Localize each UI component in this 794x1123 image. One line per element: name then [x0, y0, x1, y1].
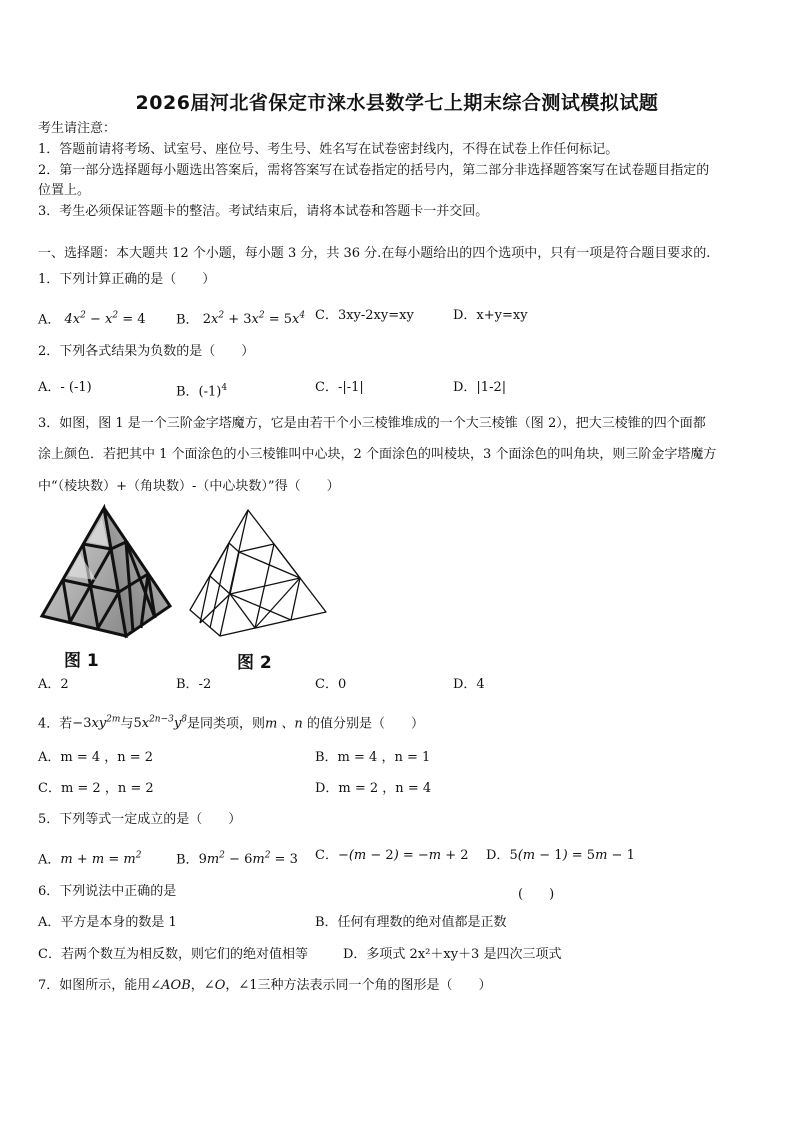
q3-option-a: A．2 [38, 677, 69, 692]
q1-option-d: D．x+y=xy [453, 308, 528, 323]
q3-option-d: D．4 [453, 677, 485, 692]
q5-option-c [315, 847, 469, 865]
q7-stem [38, 977, 492, 995]
q7-stem-c: ，∠ [190, 978, 215, 993]
q5-a-label: A． [38, 852, 61, 868]
q4-option-a: A．m = 4 ，n = 2 [38, 750, 154, 765]
q6-stem: 6．下列说法中正确的是 [38, 884, 177, 899]
q5-option-d [486, 847, 635, 865]
q5-c-math: −(m − 2) = −m + 2 [337, 848, 469, 863]
figure-2-label: 图 2 [237, 653, 272, 673]
q7-stem-e: ，∠1三种方法表示同一个角的图形是（ ） [225, 978, 492, 993]
q1-b-math: $2x^2 + 3x^2 = 5x^4$ [202, 311, 306, 328]
q4-prefix: 4．若 [38, 716, 73, 732]
q4-term-2: $5x^{2n-3}y^8$ [133, 715, 187, 732]
q5-d-math: 5(m − 1) = 5m − 1 [509, 848, 635, 863]
q7-angle-o: O [214, 978, 226, 993]
q1-a-label: A． [38, 312, 61, 328]
q5-option-a [38, 847, 141, 869]
q5-c-label: C． [315, 848, 338, 863]
q4-suffix-2: 的值分别是（ ） [306, 716, 424, 732]
q6-answer-paren: ( ) [518, 887, 555, 902]
q2-option-d: D．|1-2| [453, 380, 507, 395]
q3-option-c: C．0 [315, 677, 347, 692]
q5-option-b [176, 847, 298, 869]
page-title: 2026届河北省保定市涞水县数学七上期末综合测试模拟试题 [135, 92, 659, 114]
q4-term-1: $-3xy^{2m}$ [72, 715, 121, 732]
q1-stem: 1．下列计算正确的是（ ） [38, 272, 216, 287]
pyramid-cube-photo [36, 504, 176, 644]
notice-item-3: 3．考生必须保证答题卡的整洁。考试结束后，请将本试卷和答题卡一并交回。 [38, 204, 489, 219]
q5-stem: 5．下列等式一定成立的是（ ） [38, 812, 242, 827]
figure-1-label: 图 1 [64, 651, 99, 671]
q1-a-math: $4x^2 - x^2 = 4$ [64, 311, 146, 328]
q7-stem-a: 7．如图所示，能用∠ [38, 978, 162, 993]
q3-option-b: B．-2 [176, 677, 212, 692]
q4-suffix: 是同类项，则 [186, 716, 265, 732]
q2-option-a: A．- (-1) [38, 380, 92, 395]
q4-option-b: B．m = 4 ，n = 1 [315, 750, 431, 765]
q1-option-a [38, 307, 146, 329]
q1-b-label: B． [176, 312, 199, 328]
q5-d-label: D． [486, 848, 510, 863]
q5-a-math: $m + m = m^2$ [60, 851, 142, 868]
q1-option-b [176, 307, 305, 329]
q3-line-3: 中“（棱块数）+（角块数）-（中心块数）”得（ ） [38, 479, 340, 494]
q4-option-c: C．m = 2 ，n = 2 [38, 781, 154, 796]
q3-line-2: 涂上颜色．若把其中 1 个面涂色的小三棱锥叫中心块，2 个面涂色的叫棱块，3 个面涂色的叫角块，则三阶金字塔魔方 [38, 447, 717, 462]
q4-vars: m 、n [264, 716, 307, 732]
q7-angle-aob: AOB [161, 978, 191, 993]
q5-b-label: B． [176, 852, 199, 868]
q2-b-text: B．(-1) [176, 384, 222, 400]
q3-line-1: 3．如图，图 1 是一个三阶金字塔魔方，它是由若干个小三棱锥堆成的一个大三棱锥（图 2），把大三棱锥的四个面都 [38, 416, 706, 431]
q4-mid: 与 [120, 716, 134, 732]
q2-option-b [176, 379, 227, 401]
section-heading: 一、选择题：本大题共 12 个小题，每小题 3 分，共 36 分.在每小题给出的四个选项中，只有一项是符合题目要求的. [38, 246, 711, 261]
q1-option-c: C．3xy-2xy=xy [315, 308, 414, 323]
q4-option-d: D．m = 2 ，n = 4 [315, 781, 432, 796]
notice-item-2-cont: 位置上。 [38, 183, 91, 198]
pyramid-wireframe-diagram [184, 506, 332, 640]
q2-stem: 2．下列各式结果为负数的是（ ） [38, 344, 255, 359]
notice-item-1: 1．答题前请将考场、试室号、座位号、考生号、姓名写在试卷密封线内，不得在试卷上作任何标记。 [38, 142, 619, 157]
notice-item-2: 2．第一部分选择题每小题选出答案后，需将答案写在试卷指定的括号内，第二部分非选择题答案写在试卷题目指定的 [38, 163, 710, 178]
q2-b-exponent: 4 [221, 383, 228, 393]
q2-option-c: C．-|-1| [315, 380, 364, 395]
notice-heading: 考生请注意： [38, 121, 117, 136]
q6-option-b: B．任何有理数的绝对值都是正数 [315, 915, 507, 930]
q4-stem [38, 711, 424, 733]
q6-option-c: C．若两个数互为相反数，则它们的绝对值相等 [38, 947, 308, 962]
q6-option-a: A．平方是本身的数是 1 [38, 915, 177, 930]
q5-b-math: $9m^2 - 6m^2 = 3$ [198, 851, 298, 868]
q6-option-d: D．多项式 2x²＋xy＋3 是四次三项式 [343, 947, 562, 962]
